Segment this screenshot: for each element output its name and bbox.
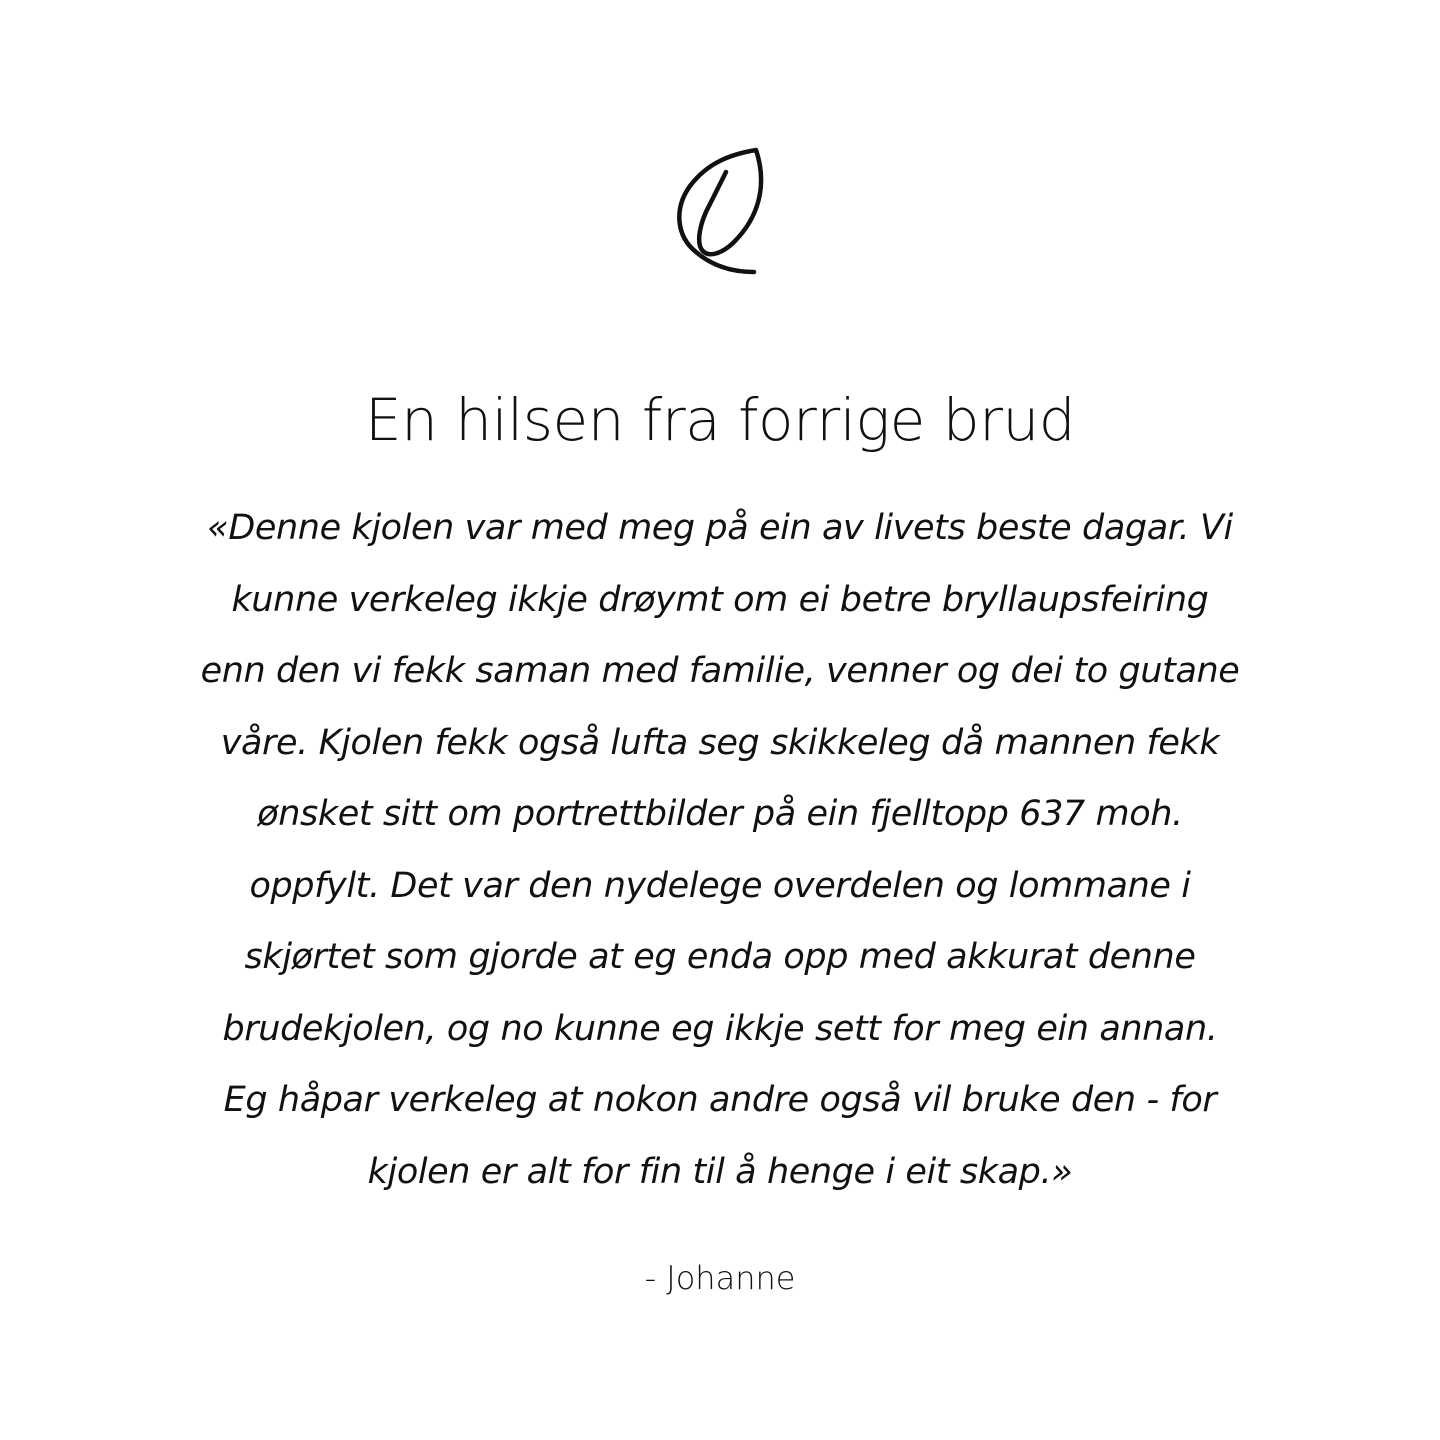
quote-line: enn den vi fekk saman med familie, venner og dei to gutane	[200, 651, 1240, 691]
quote-line: kunne verkeleg ikkje drøymt om ei betre bryllaupsfeiring	[231, 579, 1209, 620]
quote-author: - Johanne	[644, 1259, 796, 1297]
leaf-icon	[670, 146, 766, 278]
quote-line: oppfylt. Det var den nydelege overdelen og lommane i	[249, 865, 1191, 906]
quote-line: skjørtet som gjorde at eg enda opp med akkurat denne	[244, 937, 1196, 977]
testimonial-quote	[200, 493, 1240, 1208]
quote-line: ønsket sitt om portrettbilder på ein fjelltopp 637 moh.	[257, 794, 1183, 834]
quote-line: brudekjolen, og no kunne eg ikkje sett for meg ein annan.	[222, 1008, 1218, 1049]
quote-line: våre. Kjolen fekk også lufta seg skikkeleg då mannen fekk	[220, 722, 1220, 763]
page-title: En hilsen fra forrige brud	[364, 386, 1076, 454]
quote-line: «Denne kjolen var med meg på ein av livets beste dagar. Vi	[207, 508, 1233, 548]
quote-line: Eg håpar verkeleg at nokon andre også vil bruke den - for	[223, 1080, 1217, 1120]
quote-line: kjolen er alt for fin til å henge i eit skap.»	[367, 1151, 1073, 1192]
